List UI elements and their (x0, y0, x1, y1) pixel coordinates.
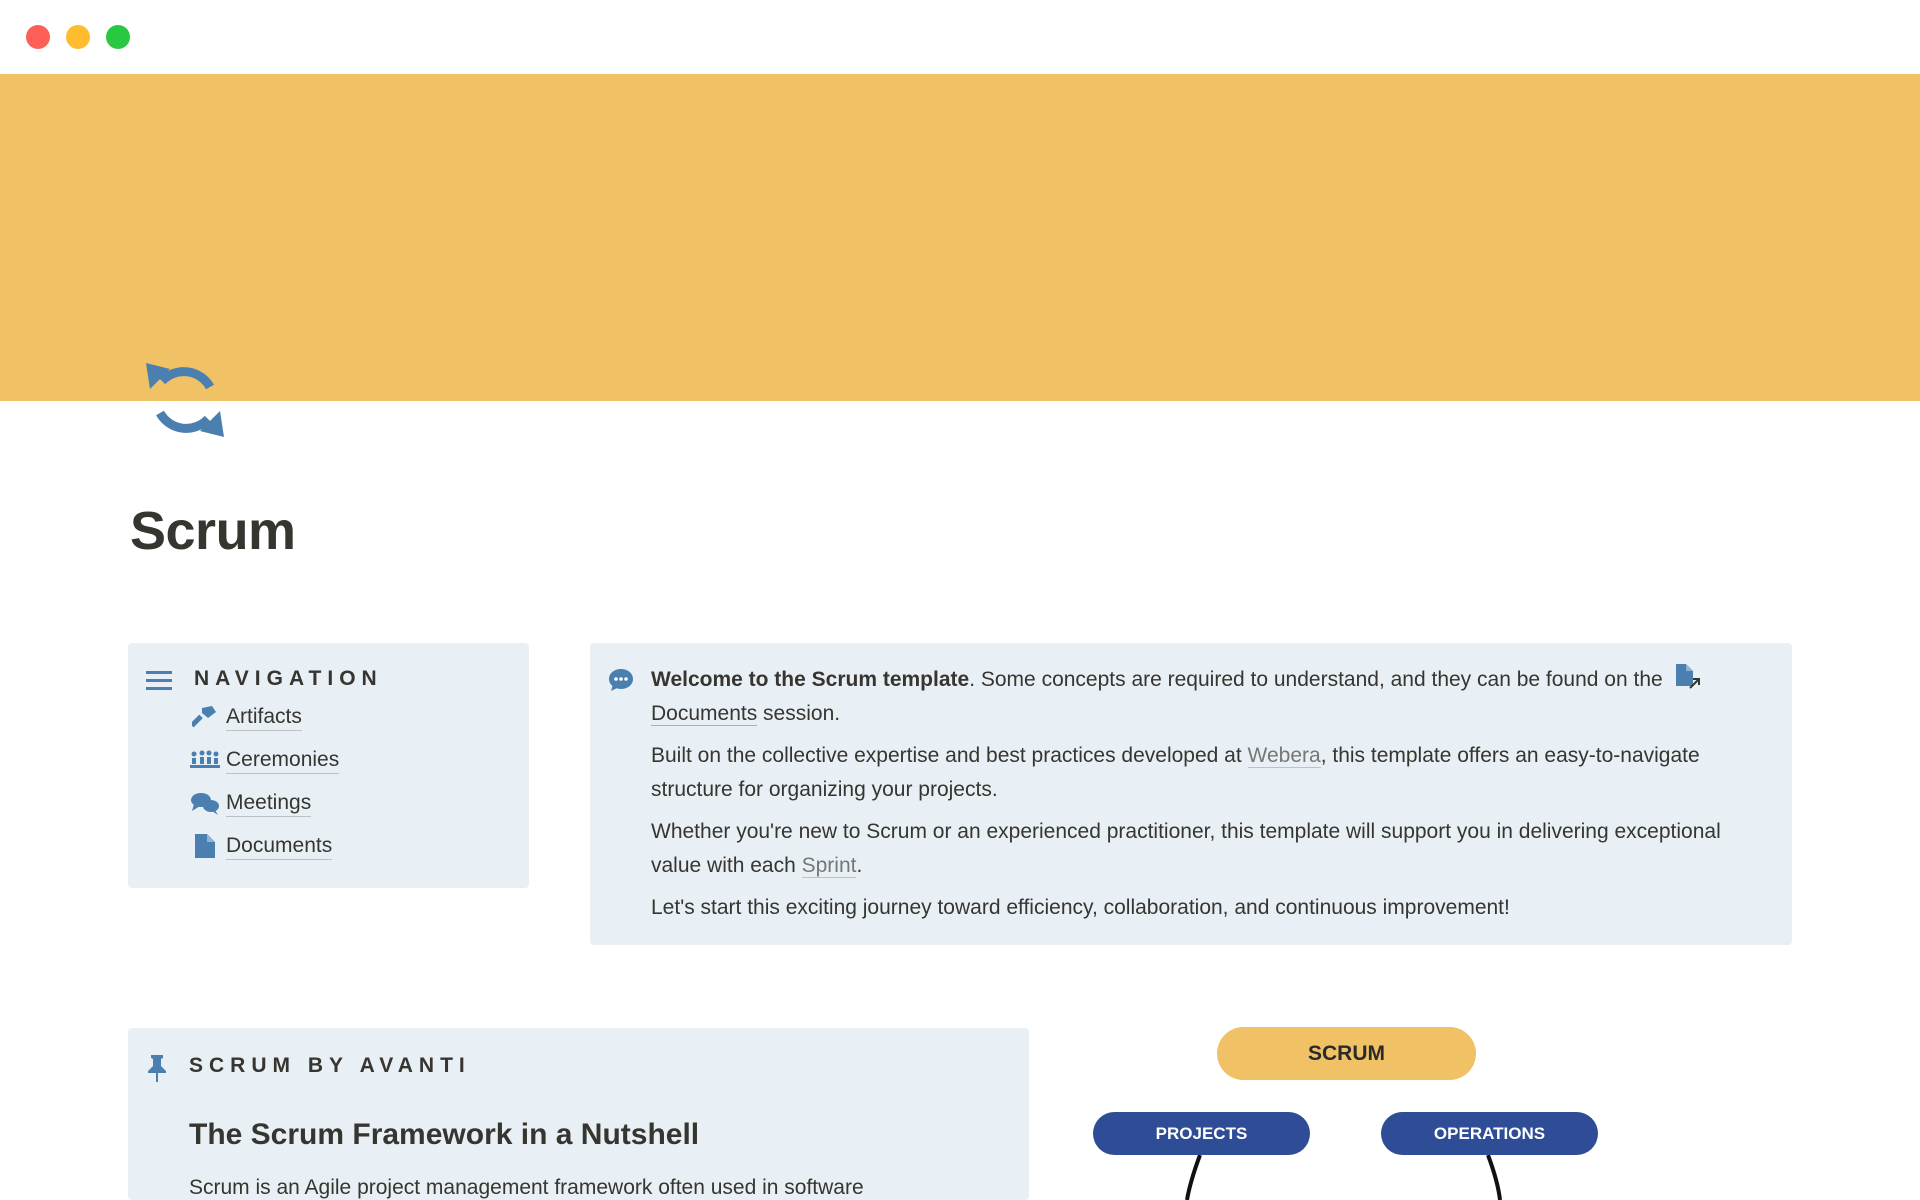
nav-item-label: Ceremonies (226, 747, 339, 774)
welcome-callout (590, 643, 1792, 945)
window-minimize-button[interactable] (66, 25, 90, 49)
window-maximize-button[interactable] (106, 25, 130, 49)
chat-bubble-icon (608, 667, 634, 693)
avanti-callout (128, 1028, 1029, 1200)
welcome-bold: Welcome to the Scrum template (651, 668, 970, 691)
welcome-p2-tail: , this template offers an easy-to-navigate structure for organizing your projects. (651, 744, 1700, 801)
people-group-icon (190, 747, 220, 773)
documents-link[interactable]: Documents (651, 702, 758, 725)
welcome-paragraph-1 (651, 663, 1771, 731)
hamburger-menu-icon (146, 669, 172, 691)
diagram-node-scrum: SCRUM (1217, 1027, 1476, 1080)
window-close-button[interactable] (26, 25, 50, 49)
navigation-callout (128, 643, 529, 888)
framework-heading: The Scrum Framework in a Nutshell (189, 1118, 700, 1151)
welcome-p3-tail: . (856, 854, 863, 877)
document-icon (190, 833, 220, 859)
framework-description: Scrum is an Agile project management framework often used in software (189, 1176, 864, 1199)
welcome-paragraph-3 (651, 815, 1771, 883)
pushpin-icon (146, 1054, 168, 1082)
page-cover-image[interactable] (0, 74, 1920, 401)
welcome-paragraph-4: Let's start this exciting journey toward efficiency, collaboration, and continuous improvement! (651, 896, 1510, 919)
navigation-heading: NAVIGATION (194, 667, 383, 690)
nav-item-documents[interactable] (190, 829, 332, 863)
nav-item-meetings[interactable] (190, 786, 311, 820)
welcome-intro: . Some concepts are required to understand, and they can be found on the (969, 668, 1663, 691)
welcome-session: session. (757, 702, 841, 725)
document-link-icon (1675, 664, 1701, 690)
nav-item-label: Documents (226, 833, 332, 860)
avanti-heading-label: SCRUM BY AVANTI (189, 1054, 471, 1077)
welcome-p3-text: Whether you're new to Scrum or an experienced practitioner, this template will support you in delivering exceptional value with each (651, 820, 1721, 877)
diagram-node-operations: OPERATIONS (1381, 1112, 1598, 1155)
nav-item-label: Meetings (226, 790, 311, 817)
welcome-text (651, 663, 1771, 933)
refresh-arrows-icon[interactable] (140, 355, 230, 445)
speech-bubbles-icon (190, 790, 220, 816)
window-titlebar (0, 0, 1920, 74)
welcome-paragraph-2 (651, 739, 1771, 807)
nav-item-artifacts[interactable] (190, 700, 302, 734)
sprint-link[interactable]: Sprint (801, 854, 857, 877)
hammer-icon (190, 704, 220, 730)
diagram-node-projects: PROJECTS (1093, 1112, 1310, 1155)
nav-item-ceremonies[interactable] (190, 743, 339, 777)
page-title[interactable]: Scrum (130, 501, 296, 561)
scrum-diagram (1090, 1020, 1650, 1200)
webera-link[interactable]: Webera (1247, 744, 1321, 767)
nav-item-label: Artifacts (226, 704, 302, 731)
welcome-p2-text: Built on the collective expertise and best practices developed at (651, 744, 1248, 767)
